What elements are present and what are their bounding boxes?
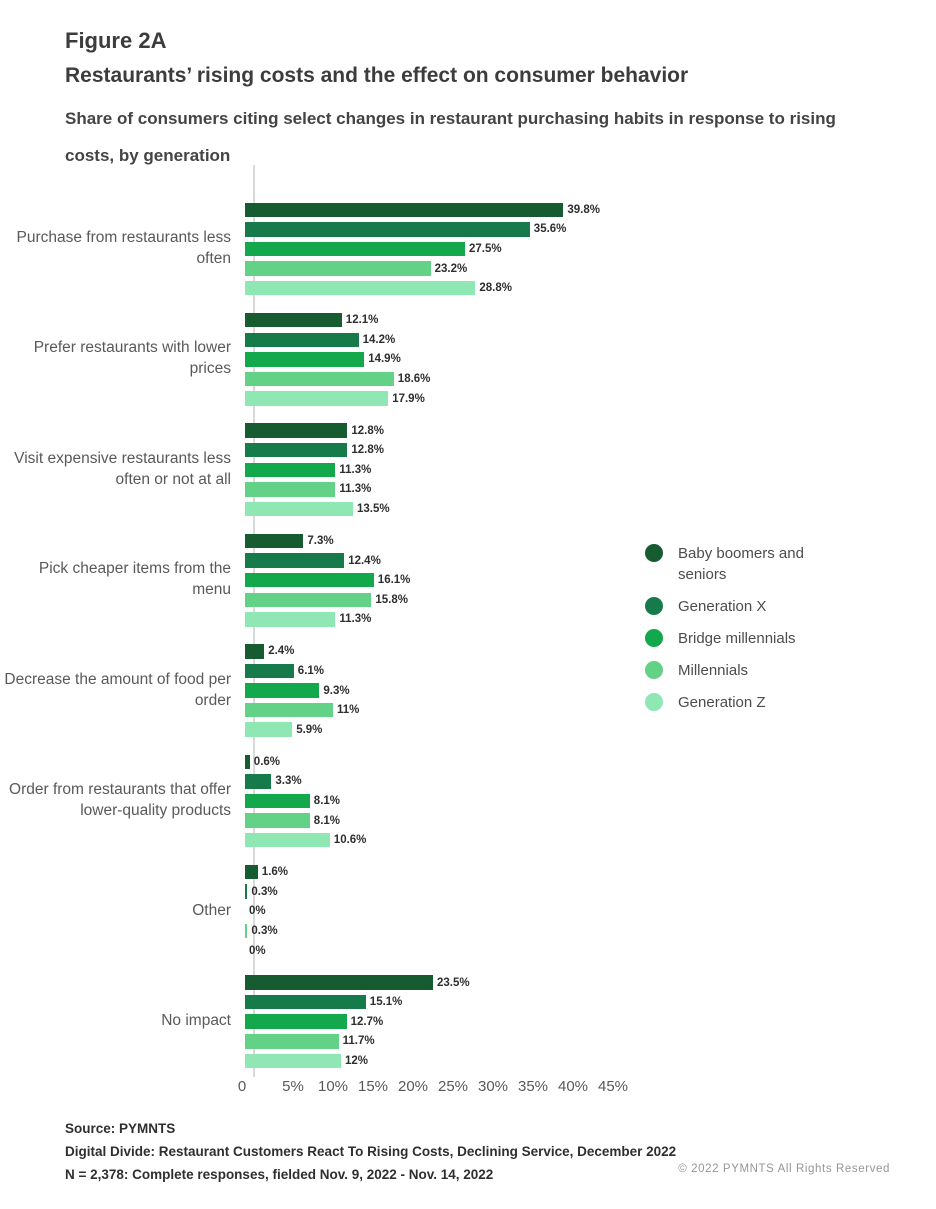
- bar-row: [245, 460, 926, 480]
- bar-baby-boomers-and-seniors: [245, 975, 433, 990]
- bar-value-label: 16.1%: [377, 574, 411, 587]
- bar-value-label: 7.3%: [307, 534, 334, 547]
- bar-bridge-millennials: [245, 794, 310, 809]
- x-axis-tick: 20%: [397, 1078, 429, 1095]
- bar-value-label: 15.8%: [375, 593, 408, 606]
- bar-row: [245, 369, 926, 389]
- chart-title: Restaurants’ rising costs and the effect on consumer behavior: [65, 64, 689, 87]
- bar-value-label: 12.4%: [348, 554, 381, 567]
- bar-value-label: 11.7%: [342, 1035, 375, 1048]
- bar-row: [245, 200, 926, 220]
- bar-row: [245, 259, 926, 279]
- bar-millennials: [245, 924, 247, 939]
- bar-row: [245, 350, 926, 370]
- bar-generation-x: [245, 443, 347, 458]
- bar-millennials: [245, 482, 335, 497]
- bar-generation-x: [245, 333, 359, 348]
- x-axis-tick: 0: [237, 1078, 247, 1095]
- bar-generation-z: [245, 1054, 341, 1069]
- bar-row: [245, 239, 926, 259]
- bar-value-label: 10.6%: [333, 834, 367, 847]
- bar-value-label: 2.4%: [268, 645, 295, 658]
- bar-value-label: 35.6%: [533, 223, 567, 236]
- bar-value-label: 12.1%: [345, 314, 379, 327]
- category-label: Order from restaurants that offer lower-quality products: [9, 781, 231, 819]
- bar-value-label: 0.3%: [251, 885, 278, 898]
- bar-bridge-millennials: [245, 683, 319, 698]
- bar-generation-x: [245, 664, 294, 679]
- bar-baby-boomers-and-seniors: [245, 423, 347, 438]
- bar-bridge-millennials: [245, 352, 364, 367]
- category-group: [0, 310, 936, 408]
- bar-generation-z: [245, 833, 330, 848]
- copyright: © 2022 PYMNTS All Rights Reserved: [678, 1163, 890, 1175]
- bar-row: [245, 772, 926, 792]
- bar-value-label: 6.1%: [297, 664, 325, 677]
- bar-millennials: [245, 703, 333, 718]
- legend-label: Millennials: [678, 662, 749, 679]
- header: [65, 28, 885, 174]
- legend-dot-icon: [645, 629, 663, 647]
- bar-value-label: 28.8%: [479, 282, 512, 295]
- bar-row: [245, 973, 926, 993]
- category-label: Other: [192, 901, 231, 919]
- bar-row: [245, 941, 926, 961]
- bar-bridge-millennials: [245, 1014, 347, 1029]
- bar-value-label: 17.9%: [392, 392, 425, 405]
- bar-baby-boomers-and-seniors: [245, 534, 303, 549]
- x-axis-tick: 15%: [357, 1078, 389, 1095]
- bar-row: [245, 330, 926, 350]
- x-axis-tick: 25%: [437, 1078, 469, 1095]
- bar-value-label: 15.1%: [369, 996, 403, 1009]
- bar-value-label: 39.8%: [567, 203, 600, 216]
- bar-row: [245, 992, 926, 1012]
- bar-row: [245, 1032, 926, 1052]
- bar-row: [245, 480, 926, 500]
- category-group: [0, 200, 936, 298]
- x-axis-tick: 30%: [477, 1078, 509, 1095]
- bar-value-label: 12%: [345, 1054, 369, 1067]
- category-group: [0, 862, 936, 960]
- legend-label: Generation Z: [678, 694, 766, 711]
- bar-value-label: 13.5%: [357, 502, 390, 515]
- category-group: [0, 973, 936, 1071]
- category-label: Prefer restaurants with lower prices: [33, 339, 231, 378]
- bar-generation-z: [245, 281, 475, 296]
- bar-bridge-millennials: [245, 573, 374, 588]
- bar-generation-x: [245, 222, 530, 237]
- bar-row: [245, 278, 926, 298]
- bar-bridge-millennials: [245, 242, 465, 257]
- bar-value-label: 12.8%: [351, 444, 384, 457]
- bar-value-label: 23.2%: [434, 262, 468, 275]
- category-group: [0, 421, 936, 519]
- bar-row: [245, 389, 926, 409]
- legend-item: [645, 660, 855, 681]
- bar-row: [245, 752, 926, 772]
- bar-row: [245, 811, 926, 831]
- legend-label: Baby boomers and seniors: [678, 545, 804, 583]
- category-label: Visit expensive restaurants less often or not at all: [14, 449, 231, 488]
- bar-value-label: 18.6%: [397, 372, 431, 385]
- bar-baby-boomers-and-seniors: [245, 313, 342, 328]
- legend-dot-icon: [645, 661, 663, 679]
- bar-value-label: 3.3%: [275, 775, 302, 788]
- bar-value-label: 14.9%: [368, 353, 401, 366]
- category-bars: [243, 752, 926, 850]
- bar-millennials: [245, 1034, 339, 1049]
- legend-dot-icon: [645, 597, 663, 615]
- x-axis-tick: 45%: [597, 1078, 629, 1095]
- legend-dot-icon: [645, 693, 663, 711]
- x-axis-tick: 40%: [557, 1078, 589, 1095]
- bar-value-label: 12.8%: [351, 424, 384, 437]
- bar-row: [245, 791, 926, 811]
- bar-row: [245, 921, 926, 941]
- bar-row: [245, 862, 926, 882]
- category-bars: [243, 862, 926, 960]
- bar-value-label: 0.3%: [251, 924, 278, 937]
- bar-row: [245, 902, 926, 922]
- bar-value-label: 8.1%: [313, 814, 341, 827]
- legend-item: [645, 596, 855, 617]
- bar-value-label: 11.3%: [339, 463, 372, 476]
- bar-row: [245, 440, 926, 460]
- category-bars: [243, 421, 926, 519]
- legend-item: [645, 543, 855, 585]
- bar-bridge-millennials: [245, 463, 335, 478]
- bar-row: [245, 310, 926, 330]
- footer-source: Source: PYMNTS: [65, 1121, 176, 1136]
- legend-dot-icon: [645, 544, 663, 562]
- bar-value-label: 12.7%: [350, 1015, 384, 1028]
- bar-generation-z: [245, 612, 335, 627]
- bar-generation-x: [245, 995, 366, 1010]
- x-axis: [0, 1078, 936, 1102]
- bar-value-label: 0.6%: [253, 755, 281, 768]
- legend-item: [645, 692, 855, 713]
- footer-report-title: Digital Divide: Restaurant Customers React To Rising Costs, Declining Service, December 2022: [65, 1144, 677, 1159]
- category-label: Purchase from restaurants less often: [16, 229, 231, 267]
- bar-millennials: [245, 593, 371, 608]
- x-axis-tick: 35%: [517, 1078, 549, 1095]
- bar-baby-boomers-and-seniors: [245, 203, 563, 218]
- category-bars: [243, 200, 926, 298]
- bar-row: [245, 421, 926, 441]
- category-label: No impact: [161, 1012, 231, 1030]
- bar-generation-x: [245, 884, 247, 899]
- category-group: [0, 752, 936, 850]
- bar-value-label: 9.3%: [323, 684, 350, 697]
- bar-baby-boomers-and-seniors: [245, 755, 250, 770]
- bar-generation-x: [245, 553, 344, 568]
- bar-value-label: 8.1%: [313, 794, 341, 807]
- x-axis-tick: 10%: [317, 1078, 349, 1095]
- bar-generation-z: [245, 391, 388, 406]
- bar-value-label: 0%: [249, 944, 266, 957]
- footer: [65, 1117, 765, 1186]
- category-label: Pick cheaper items from the menu: [38, 560, 231, 599]
- bar-generation-z: [245, 722, 292, 737]
- bar-baby-boomers-and-seniors: [245, 865, 258, 880]
- legend: [645, 543, 855, 724]
- footer-sample-note: N = 2,378: Complete responses, fielded Nov. 9, 2022 - Nov. 14, 2022: [65, 1167, 494, 1182]
- bar-value-label: 5.9%: [296, 723, 323, 736]
- bar-row: [245, 830, 926, 850]
- bar-row: [245, 1051, 926, 1071]
- bar-row: [245, 1012, 926, 1032]
- bar-row: [245, 499, 926, 519]
- bar-baby-boomers-and-seniors: [245, 644, 264, 659]
- bar-value-label: 11.3%: [339, 483, 372, 496]
- chart-description: Share of consumers citing select changes in restaurant purchasing habits in response to rising costs, by generation: [65, 109, 836, 165]
- bar-value-label: 11.3%: [339, 613, 372, 626]
- figure-label: Figure 2A: [65, 28, 167, 53]
- legend-label: Bridge millennials: [678, 630, 796, 647]
- bar-generation-x: [245, 774, 271, 789]
- category-label: Decrease the amount of food per order: [4, 670, 231, 709]
- category-bars: [243, 310, 926, 408]
- bar-row: [245, 220, 926, 240]
- category-bars: [243, 973, 926, 1071]
- x-axis-tick: 5%: [282, 1078, 304, 1095]
- bar-millennials: [245, 261, 431, 276]
- bar-generation-z: [245, 502, 353, 517]
- legend-item: [645, 628, 855, 649]
- bar-value-label: 27.5%: [469, 242, 502, 255]
- bar-value-label: 23.5%: [437, 976, 470, 989]
- bar-row: [245, 882, 926, 902]
- bar-millennials: [245, 372, 394, 387]
- bar-value-label: 1.6%: [261, 866, 289, 879]
- legend-label: Generation X: [678, 598, 767, 615]
- bar-value-label: 0%: [249, 905, 266, 918]
- bar-value-label: 11%: [337, 704, 360, 717]
- bar-millennials: [245, 813, 310, 828]
- bar-value-label: 14.2%: [362, 333, 396, 346]
